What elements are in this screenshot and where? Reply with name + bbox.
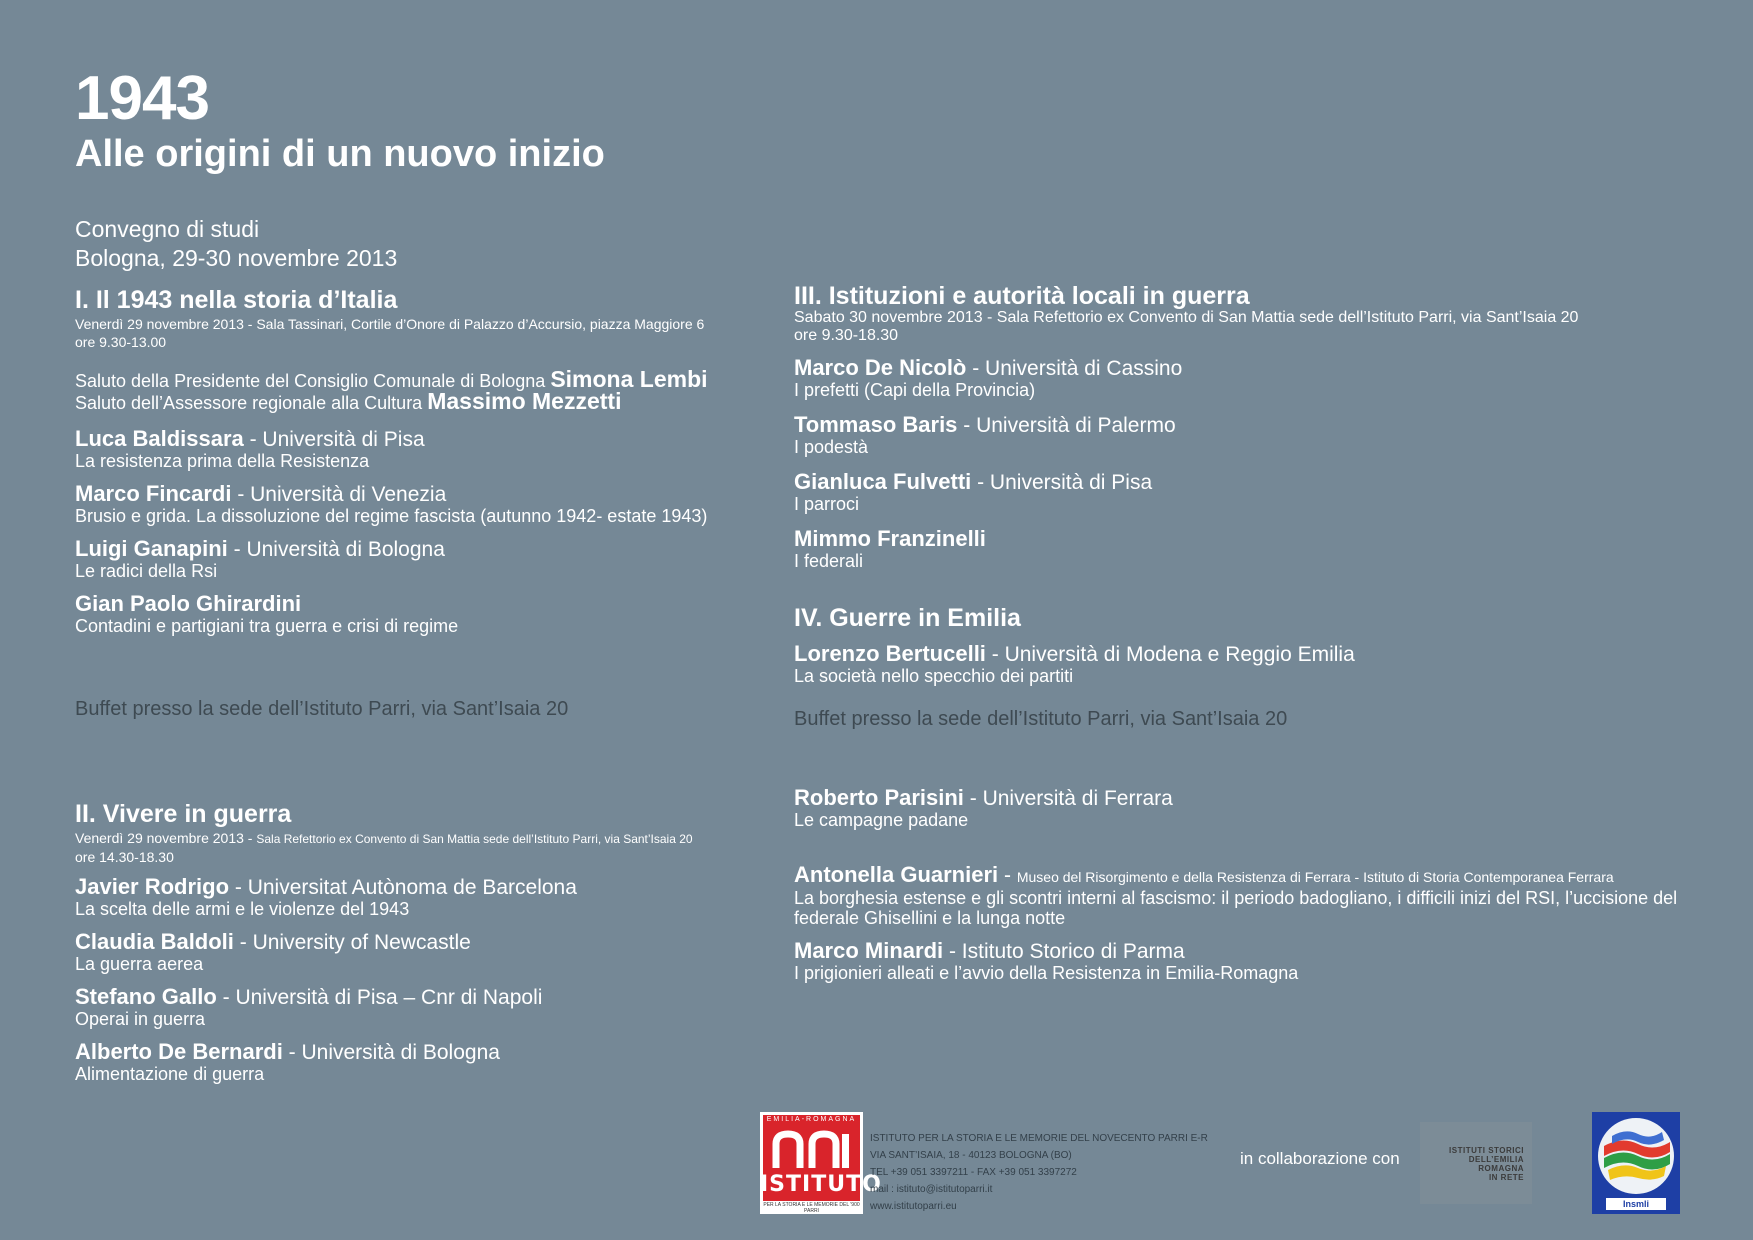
speaker-name: Marco Fincardi [75,481,232,506]
institute-email: mail : istituto@istitutoparri.it [870,1184,993,1195]
speaker-topic: La guerra aerea [75,954,204,974]
institute-address: VIA SANT’ISAIA, 18 - 40123 BOLOGNA (BO) [870,1150,1072,1161]
section-1-details-line2: ore 9.30-13.00 [75,334,167,350]
greeting-2-text: Saluto dell’Assessore regionale alla Cultura [75,393,428,413]
speaker-name: Stefano Gallo [75,984,217,1009]
logo-bottom-text: PER LA STORIA E LE MEMORIE DEL '900 PARRI [763,1202,860,1214]
section-2-place: Sala Refettorio ex Convento di San Mattia sede dell’Istituto Parri, via Sant’Isaia 20 [256,832,693,846]
speaker [75,483,775,526]
logo-line: ISTITUTI STORICI [1449,1146,1524,1155]
speaker-affiliation: - Università di Cassino [966,357,1183,380]
collaboration-label: in collaborazione con [1240,1149,1400,1168]
speaker-affiliation: - Università di Pisa [243,428,425,451]
section-3-title: III. Istituzioni e autorità locali in guerra [794,282,1250,310]
speaker-affiliation: - Università di Venezia [231,483,447,506]
speaker-name: Roberto Parisini [794,785,964,810]
speaker-name: Marco De Nicolò [794,355,967,380]
section-1-title: I. Il 1943 nella storia d’Italia [75,286,398,314]
speaker-affiliation: - Università di Pisa [971,471,1153,494]
speaker-topic: La scelta delle armi e le violenze del 1943 [75,899,410,919]
section-1 [75,288,775,721]
greetings [75,366,775,414]
speaker-name: Mimmo Franzinelli [794,526,986,551]
istituti-storici-logo [1420,1122,1532,1204]
speaker [794,787,1694,830]
section-2-details-line2: ore 14.30-18.30 [75,849,174,865]
istituto-parri-logo [760,1112,882,1214]
speaker-affiliation: - Universitat Autònoma de Barcelona [229,876,577,899]
greeting-1 [75,366,775,392]
flags-icon [1598,1118,1674,1194]
footer [760,1112,1720,1212]
speaker-affiliation: - Università di Modena e Reggio Emilia [985,643,1355,666]
speaker-name: Marco Minardi [794,938,944,963]
speaker-name: Alberto De Bernardi [75,1039,283,1064]
insmli-logo [1592,1112,1680,1214]
speaker-topic: La resistenza prima della Resistenza [75,451,370,471]
speaker-affiliation: - Università di Ferrara [963,787,1173,810]
speaker-name: Claudia Baldoli [75,929,234,954]
institute-name: ISTITUTO PER LA STORIA E LE MEMORIE DEL NOVECENTO PARRI E-R [870,1133,1208,1144]
speaker-affiliation: - Università di Pisa – Cnr di Napoli [216,986,543,1009]
speaker-name: Gian Paolo Ghirardini [75,591,302,616]
event-place-date: Bologna, 29-30 novembre 2013 [75,245,398,271]
greeting-2-name: Massimo Mezzetti [427,388,622,414]
speaker-affiliation: - Università di Bologna [282,1041,500,1064]
speaker-topic: Le radici della Rsi [75,561,218,581]
istituti-storici-text [1449,1146,1524,1182]
speaker-name: Javier Rodrigo [75,874,230,899]
speaker [794,528,1694,571]
speaker [75,1041,775,1084]
title-year: 1943 [75,64,209,133]
institute-website: www.istitutoparri.eu [870,1201,957,1212]
section-2 [75,802,775,1084]
speaker [75,428,775,471]
speaker [794,357,1694,400]
speaker-topic: I prigionieri alleati e l’avvio della Resistenza in Emilia-Romagna [794,963,1299,983]
speaker-topic: Contadini e partigiani tra guerra e crisi di regime [75,616,459,636]
buffet-note: Buffet presso la sede dell’Istituto Parri, via Sant’Isaia 20 [75,698,569,720]
speaker-name: Luigi Ganapini [75,536,228,561]
speaker [75,986,775,1029]
speaker-topic: La società nello specchio dei partiti [794,666,1074,686]
speaker-topic: La borghesia estense e gli scontri interni al fascismo: il periodo badogliano, i difficili inizi del RSI, l’uccisione del federale Ghisellini e la lunga notte [794,888,1678,928]
logo-word: ISTITUTO [760,1172,882,1197]
speaker [794,940,1694,983]
speaker-name: Luca Baldissara [75,426,244,451]
section-4-title: IV. Guerre in Emilia [794,604,1021,632]
speaker-affiliation: - Università di Palermo [957,414,1176,437]
speaker-affiliation: - Istituto Storico di Parma [943,940,1185,963]
logo-mark-icon [768,1130,854,1170]
speaker-affiliation: - Università di Bologna [227,538,445,561]
speaker-name: Lorenzo Bertucelli [794,641,986,666]
speaker [794,471,1694,514]
speaker-name: Tommaso Baris [794,412,958,437]
logo-line: ROMAGNA [1478,1164,1524,1173]
section-1-details-line1: Venerdì 29 novembre 2013 - Sala Tassinari, Cortile d’Onore di Palazzo d’Accursio, piazza Maggiore 6 [75,316,705,332]
speaker [794,864,1694,928]
section-2-details [75,829,775,866]
speaker-topic: I parroci [794,494,860,514]
section-2-date: Venerdì 29 novembre 2013 - [75,830,257,846]
speaker-topic: Alimentazione di guerra [75,1064,265,1084]
greeting-1-name: Simona Lembi [550,366,708,392]
section-3-details-line2: ore 9.30-18.30 [794,327,899,344]
greeting-2 [75,388,775,414]
institute-phone: TEL +39 051 3397211 - FAX +39 051 3397272 [870,1167,1077,1178]
speaker-name: Antonella Guarnieri [794,862,999,887]
buffet-note: Buffet presso la sede dell’Istituto Parri, via Sant’Isaia 20 [794,708,1288,730]
greeting-1-text: Saluto della Presidente del Consiglio Comunale di Bologna [75,371,551,391]
speaker-topic: Operai in guerra [75,1009,206,1029]
section-3-details [794,309,1694,345]
speaker-affiliation-detail: Museo del Risorgimento e della Resistenza di Ferrara - Istituto di Storia Contemporanea Ferrara [1016,869,1614,885]
title-subtitle: Alle origini di un nuovo inizio [75,133,605,175]
speaker-topic: I prefetti (Capi della Provincia) [794,380,1036,400]
speaker [794,643,1694,686]
section-4 [794,606,1694,983]
speaker [75,593,775,636]
speaker-topic: I federali [794,551,864,571]
section-1-details [75,315,775,351]
event-info [75,215,397,273]
speaker-topic: Brusio e grida. La dissoluzione del regime fascista (autunno 1942- estate 1943) [75,506,708,526]
logo-line: IN RETE [1488,1173,1524,1182]
speaker-name: Gianluca Fulvetti [794,469,972,494]
speaker [75,931,775,974]
insmli-label: Insmli [1606,1198,1666,1210]
speaker-affiliation: - University of Newcastle [233,931,471,954]
logo-line: DELL’EMILIA [1468,1155,1524,1164]
event-type: Convegno di studi [75,216,260,242]
section-3-details-line1: Sabato 30 novembre 2013 - Sala Refettorio ex Convento di San Mattia sede dell’Istituto Parri, via Sant’Isaia 20 [794,309,1579,326]
institute-contact [870,1130,1208,1215]
section-2-details-line1 [75,829,775,848]
speaker [75,876,775,919]
insmli-globe-icon [1598,1118,1674,1194]
speaker-topic: I podestà [794,437,869,457]
speaker [794,414,1694,457]
speaker-affiliation: - [998,864,1017,887]
section-2-title: II. Vivere in guerra [75,800,292,828]
speaker-topic: Le campagne padane [794,810,969,830]
speaker [75,538,775,581]
section-3 [794,284,1694,571]
logo-top-text: EMILIA-ROMAGNA [766,1116,857,1123]
